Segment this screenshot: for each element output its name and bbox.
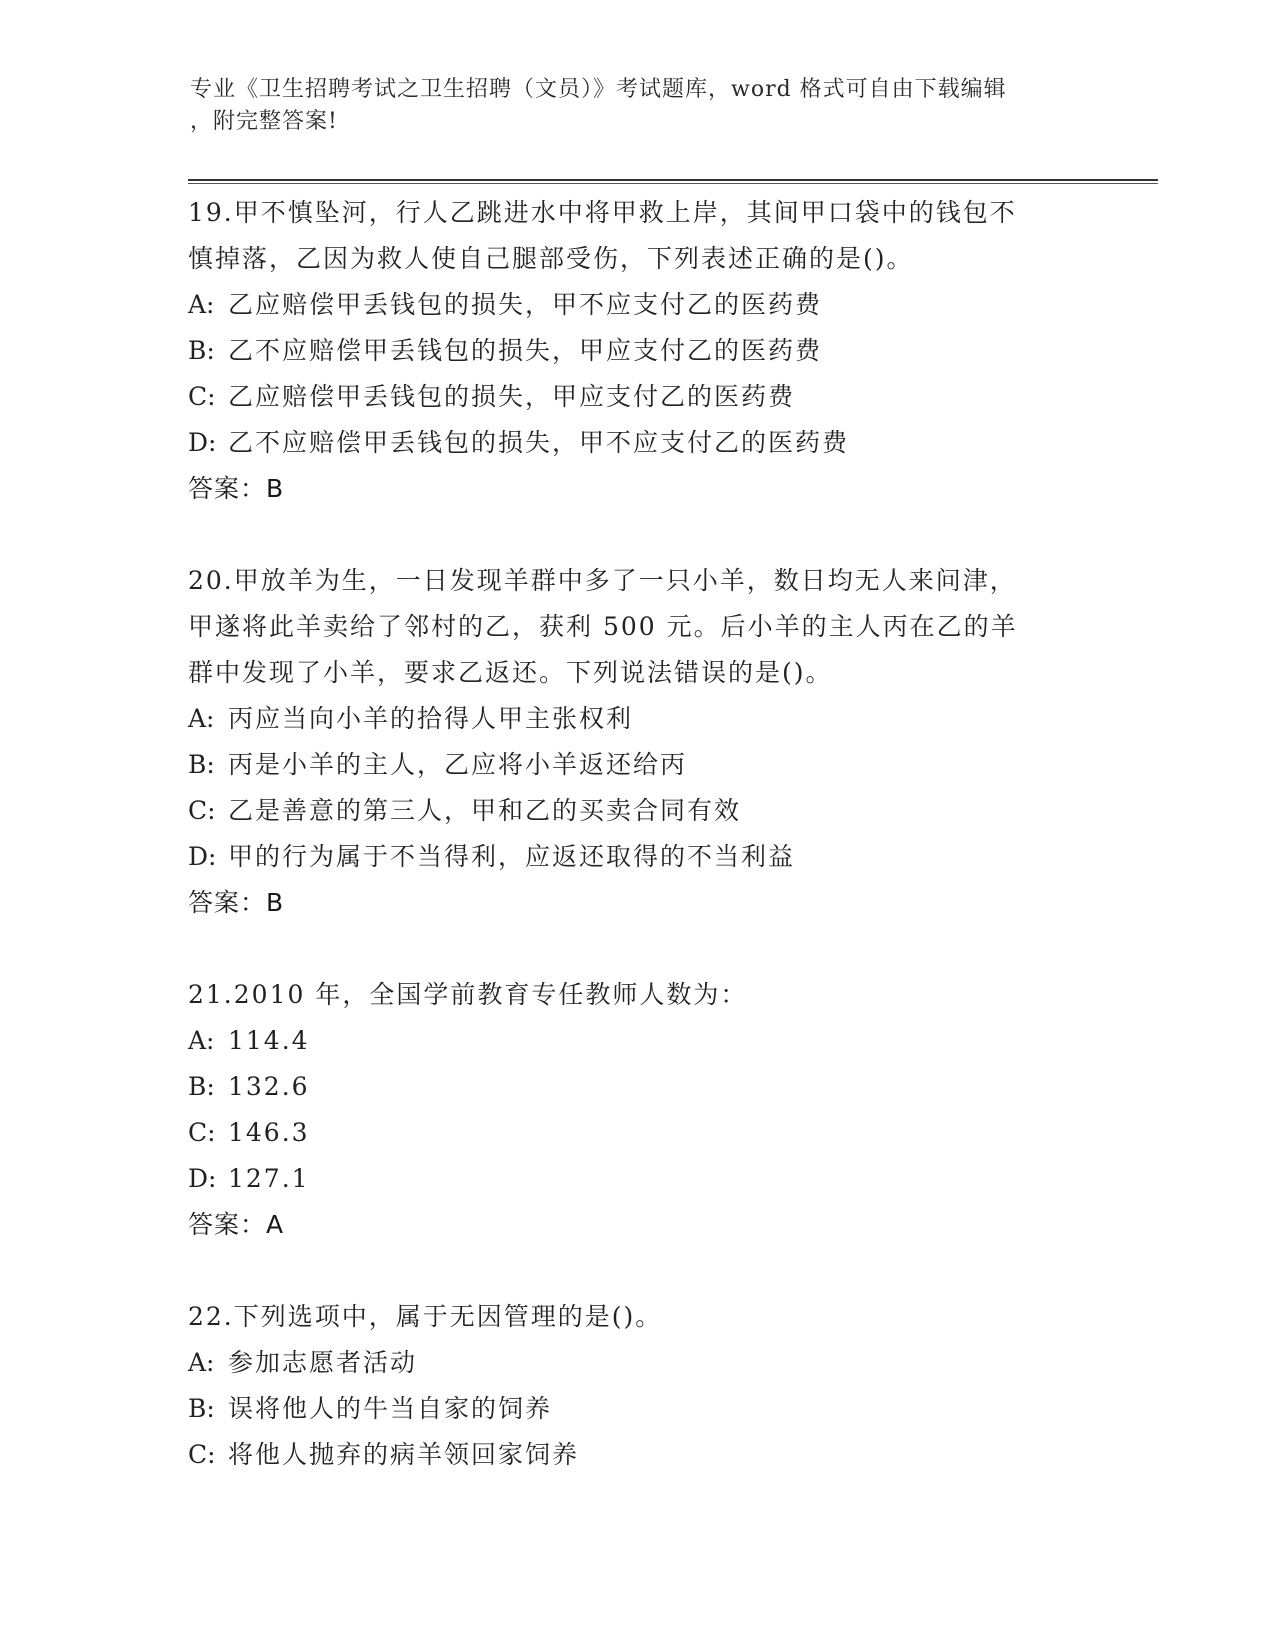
header-line-1: 专业《卫生招聘考试之卫生招聘（文员）》考试题库，word 格式可自由下载编辑 <box>190 77 1007 102</box>
option-a <box>188 696 1088 742</box>
option-a <box>188 1018 1088 1064</box>
option-letter: A: <box>188 1348 215 1377</box>
option-text: 甲的行为属于不当得利，应返还取得的不当利益 <box>228 842 796 871</box>
question-stem <box>188 558 1088 696</box>
option-c <box>188 1432 1088 1478</box>
option-letter: D: <box>188 428 217 457</box>
option-letter: B: <box>188 336 215 365</box>
option-b <box>188 1386 1088 1432</box>
header-rule-thin <box>188 183 1158 184</box>
option-text: 乙应赔偿甲丢钱包的损失，甲不应支付乙的医药费 <box>228 290 823 319</box>
question-stem-line: 群中发现了小羊，要求乙返还。下列说法错误的是()。 <box>188 658 833 687</box>
question-stem-line: 19.甲不慎坠河，行人乙跳进水中将甲救上岸，其间甲口袋中的钱包不 <box>188 198 1017 227</box>
question-20 <box>188 558 1088 926</box>
option-text: 丙应当向小羊的拾得人甲主张权利 <box>228 704 634 733</box>
option-text: 参加志愿者活动 <box>228 1348 418 1377</box>
option-text: 114.4 <box>228 1026 310 1055</box>
option-letter: D: <box>188 1164 217 1193</box>
option-b <box>188 742 1088 788</box>
option-text: 乙是善意的第三人，甲和乙的买卖合同有效 <box>228 796 742 825</box>
document-header <box>190 74 1090 138</box>
option-letter: C: <box>188 1440 216 1469</box>
option-text: 乙不应赔偿甲丢钱包的损失，甲应支付乙的医药费 <box>228 336 823 365</box>
option-text: 127.1 <box>228 1164 310 1193</box>
option-letter: B: <box>188 1072 215 1101</box>
question-stem-line: 21.2010 年，全国学前教育专任教师人数为： <box>188 980 748 1009</box>
option-text: 乙应赔偿甲丢钱包的损失，甲应支付乙的医药费 <box>228 382 796 411</box>
option-c <box>188 1110 1088 1156</box>
option-letter: C: <box>188 382 216 411</box>
option-d <box>188 420 1088 466</box>
option-text: 将他人抛弃的病羊领回家饲养 <box>228 1440 580 1469</box>
option-b <box>188 1064 1088 1110</box>
option-letter: A: <box>188 704 215 733</box>
option-d <box>188 834 1088 880</box>
option-text: 132.6 <box>228 1072 310 1101</box>
option-text: 误将他人的牛当自家的饲养 <box>228 1394 553 1423</box>
option-a <box>188 1340 1088 1386</box>
question-stem <box>188 1294 1088 1340</box>
question-list <box>188 190 1088 1524</box>
question-21 <box>188 972 1088 1248</box>
option-d <box>188 1156 1088 1202</box>
option-text: 丙是小羊的主人，乙应将小羊返还给丙 <box>228 750 688 779</box>
question-22 <box>188 1294 1088 1478</box>
header-rule-thick <box>188 179 1158 181</box>
question-stem-line: 20.甲放羊为生，一日发现羊群中多了一只小羊，数日均无人来问津， <box>188 566 1017 595</box>
question-stem-line: 甲遂将此羊卖给了邻村的乙，获利 500 元。后小羊的主人丙在乙的羊 <box>188 612 1018 641</box>
option-c <box>188 788 1088 834</box>
option-letter: B: <box>188 750 215 779</box>
question-stem-line: 22.下列选项中，属于无因管理的是()。 <box>188 1302 663 1331</box>
option-a <box>188 282 1088 328</box>
option-c <box>188 374 1088 420</box>
option-letter: A: <box>188 290 215 319</box>
question-stem <box>188 190 1088 282</box>
question-19 <box>188 190 1088 512</box>
option-letter: C: <box>188 796 216 825</box>
option-letter: D: <box>188 842 217 871</box>
question-stem-line: 慎掉落，乙因为救人使自己腿部受伤，下列表述正确的是()。 <box>188 244 914 273</box>
answer-label: 答案：B <box>188 474 285 503</box>
answer-label: 答案：B <box>188 888 285 917</box>
option-b <box>188 328 1088 374</box>
option-text: 乙不应赔偿甲丢钱包的损失，甲不应支付乙的医药费 <box>228 428 850 457</box>
option-text: 146.3 <box>228 1118 310 1147</box>
option-letter: B: <box>188 1394 215 1423</box>
question-stem <box>188 972 1088 1018</box>
header-line-2: ，附完整答案! <box>190 109 338 134</box>
option-letter: A: <box>188 1026 215 1055</box>
option-letter: C: <box>188 1118 216 1147</box>
answer-label: 答案：A <box>188 1210 285 1239</box>
